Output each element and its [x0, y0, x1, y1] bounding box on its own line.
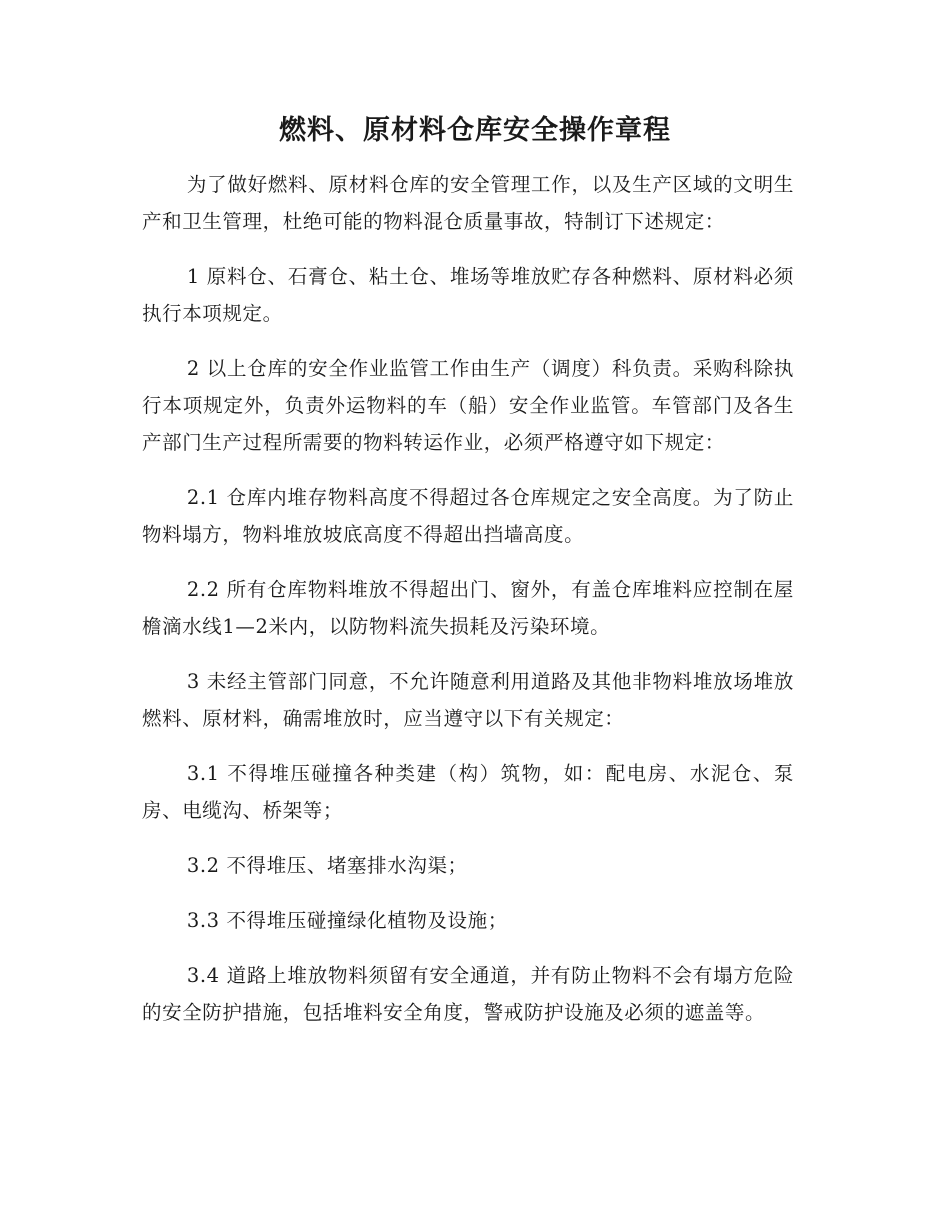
- paragraph-intro: 为了做好燃料、原材料仓库的安全管理工作，以及生产区域的文明生产和卫生管理，杜绝可能的物料混仓质量事故，特制订下述规定：: [142, 173, 794, 233]
- paragraph-section-3-3: 3.3 不得堆压碰撞绿化植物及设施；: [186, 909, 508, 932]
- paragraph-section-3-1: 3.1 不得堆压碰撞各种类建（构）筑物，如：配电房、水泥仓、泵房、电缆沟、桥架等；: [142, 762, 794, 822]
- paragraph-section-3-4: 3.4 道路上堆放物料须留有安全通道，并有防止物料不会有塌方危险的安全防护措施，包括堆料安全角度，警戒防护设施及必须的遮盖等。: [142, 964, 794, 1024]
- paragraph-section-2: 2 以上仓库的安全作业监管工作由生产（调度）科负责。采购科除执行本项规定外，负责外运物料的车（船）安全作业监管。车管部门及各生产部门生产过程所需要的物料转运作业，必须严格遵守如下规定：: [142, 357, 794, 454]
- paragraph-section-2-2: 2.2 所有仓库物料堆放不得超出门、窗外，有盖仓库堆料应控制在屋檐滴水线1—2米内，以防物料流失损耗及污染环境。: [142, 578, 794, 638]
- document-body: [142, 166, 794, 1049]
- paragraph-section-3-2: 3.2 不得堆压、堵塞排水沟渠；: [186, 854, 468, 877]
- document-title: 燃料、原材料仓库安全操作章程: [279, 115, 671, 146]
- paragraph-section-2-1: 2.1 仓库内堆存物料高度不得超过各仓库规定之安全高度。为了防止物料塌方，物料堆放坡底高度不得超出挡墙高度。: [142, 486, 794, 546]
- paragraph-section-1: 1 原料仓、石膏仓、粘土仓、堆场等堆放贮存各种燃料、原材料必须执行本项规定。: [142, 265, 794, 325]
- paragraph-section-3: 3 未经主管部门同意，不允许随意利用道路及其他非物料堆放场堆放燃料、原材料，确需堆放时，应当遵守以下有关规定：: [142, 670, 794, 730]
